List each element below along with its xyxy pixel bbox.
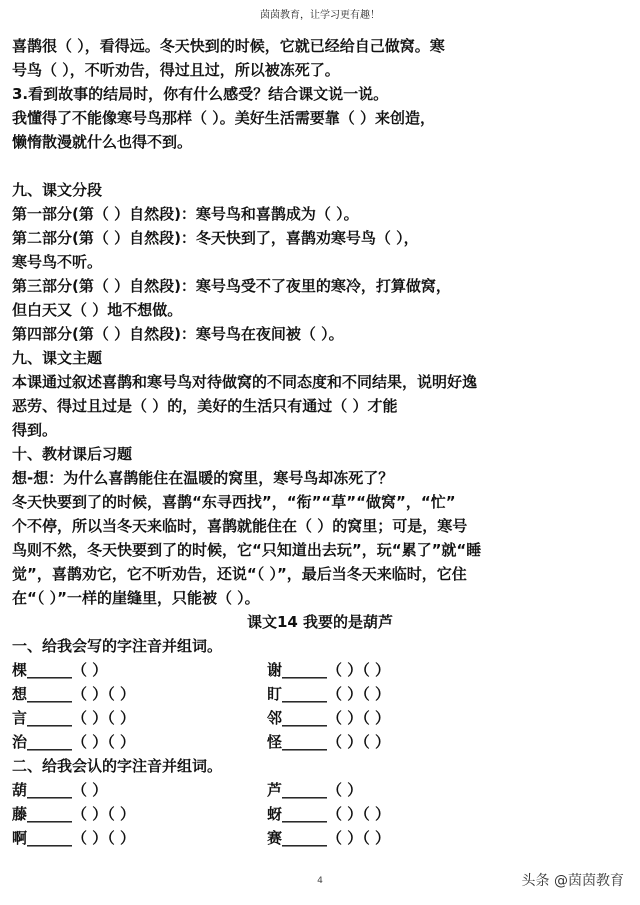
text-line: 懒惰散漫就什么也得不到。 bbox=[12, 133, 193, 151]
text-line: 得到。 bbox=[12, 421, 58, 439]
exercise-item: 言______（ ）（ ） bbox=[12, 709, 135, 727]
question-3: 3.看到故事的结局时，你有什么感受？结合课文说一说。 bbox=[12, 85, 389, 103]
text-line: 个不停，所以当冬天来临时，喜鹊就能住在（ ）的窝里；可是，寒号 bbox=[12, 517, 468, 535]
exercise-row bbox=[12, 802, 628, 826]
exercise-item: 谢______（ ）（ ） bbox=[267, 661, 390, 679]
text-line: 第一部分(第（ ）自然段)：寒号鸟和喜鹊成为（ ）。 bbox=[12, 205, 359, 223]
exercise-item: 邻______（ ）（ ） bbox=[267, 709, 390, 727]
text-line: 寒号鸟不听。 bbox=[12, 253, 103, 271]
section-heading: 一、给我会写的字注音并组词。 bbox=[12, 637, 223, 655]
text-line: 在“（ ）”一样的崖缝里，只能被（ ）。 bbox=[12, 589, 260, 607]
text-line: 喜鹊很（ ），看得远。冬天快到的时候，它就已经给自己做窝。寒 bbox=[12, 37, 445, 55]
exercise-item: 芦______（ ） bbox=[267, 781, 363, 799]
text-line: 我懂得了不能像寒号鸟那样（ ）。美好生活需要靠（ ）来创造， bbox=[12, 109, 435, 127]
exercise-item: 藤______（ ）（ ） bbox=[12, 805, 135, 823]
text-line: 鸟则不然，冬天快要到了的时候，它“只知道出去玩”，玩“累了”就“睡 bbox=[12, 541, 482, 559]
exercise-row bbox=[12, 682, 628, 706]
section-heading: 二、给我会认的字注音并组词。 bbox=[12, 757, 223, 775]
text-line: 第二部分(第（ ）自然段)：冬天快到了，喜鹊劝寒号鸟（ ）， bbox=[12, 229, 419, 247]
exercise-row bbox=[12, 730, 628, 754]
text-line: 恶劳、得过且过是（ ）的，美好的生活只有通过（ ）才能 bbox=[12, 397, 398, 415]
exercise-row bbox=[12, 826, 628, 850]
exercise-item: 赛______（ ）（ ） bbox=[267, 829, 390, 847]
worksheet-body bbox=[12, 34, 628, 850]
page-header: 茵茵教育，让学习更有趣！ bbox=[260, 10, 380, 21]
exercise-item: 啊______（ ）（ ） bbox=[12, 829, 135, 847]
exercise-item: 治______（ ）（ ） bbox=[12, 733, 135, 751]
text-line: 号鸟（ ），不听劝告，得过且过，所以被冻死了。 bbox=[12, 61, 340, 79]
watermark: 头条 @茵茵教育 bbox=[521, 873, 624, 889]
exercise-item: 盯______（ ）（ ） bbox=[267, 685, 390, 703]
exercise-item: 葫______（ ） bbox=[12, 781, 108, 799]
text-line: 但白天又（ ）地不想做。 bbox=[12, 301, 183, 319]
exercise-row bbox=[12, 778, 628, 802]
exercise-item: 想______（ ）（ ） bbox=[12, 685, 135, 703]
page-number: 4 bbox=[317, 876, 323, 886]
exercise-row bbox=[12, 706, 628, 730]
text-line: 第四部分(第（ ）自然段)：寒号鸟在夜间被（ ）。 bbox=[12, 325, 344, 343]
lesson-title: 课文14 我要的是葫芦 bbox=[246, 613, 394, 631]
text-line: 本课通过叙述喜鹊和寒号鸟对待做窝的不同态度和不同结果，说明好逸 bbox=[12, 373, 478, 391]
blank-gap bbox=[12, 154, 628, 178]
section-heading: 九、课文分段 bbox=[12, 181, 103, 199]
exercise-item: 棵______（ ） bbox=[12, 661, 108, 679]
text-line: 冬天快要到了的时候，喜鹊“东寻西找”，“衔”“草”“做窝”，“忙” bbox=[12, 493, 456, 511]
exercise-row bbox=[12, 658, 628, 682]
section-heading: 十、教材课后习题 bbox=[12, 445, 133, 463]
text-line: 想-想：为什么喜鹊能住在温暖的窝里，寒号鸟却冻死了？ bbox=[12, 469, 394, 487]
text-line: 觉”，喜鹊劝它，它不听劝告，还说“（ ）”，最后当冬天来临时，它住 bbox=[12, 565, 467, 583]
exercise-item: 蚜______（ ）（ ） bbox=[267, 805, 390, 823]
exercise-item: 怪______（ ）（ ） bbox=[267, 733, 390, 751]
text-line: 第三部分(第（ ）自然段)：寒号鸟受不了夜里的寒冷，打算做窝， bbox=[12, 277, 451, 295]
section-heading: 九、课文主题 bbox=[12, 349, 103, 367]
